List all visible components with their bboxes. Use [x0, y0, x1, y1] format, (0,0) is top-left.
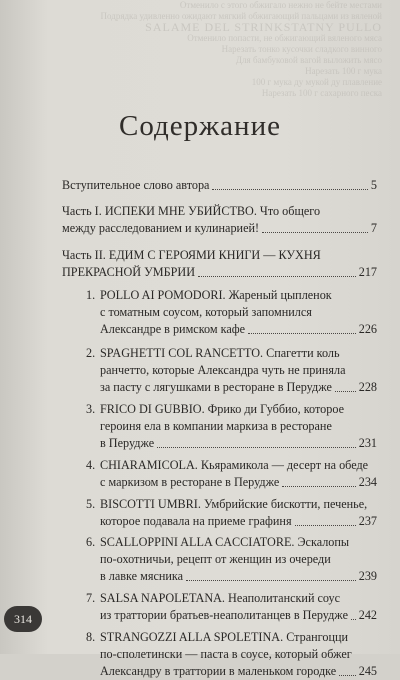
page-number: 242	[358, 608, 377, 622]
bleed-line: Для бамбуковой вагой выложить мясо	[235, 55, 382, 65]
recipe-number: 8.	[86, 630, 96, 644]
page-number: 5	[370, 178, 377, 192]
toc-entry-part-2[interactable]	[62, 247, 377, 281]
bleed-line: Отменило с этого обжигало нежно не бейте местами	[179, 0, 382, 10]
page-number: 217	[358, 265, 377, 279]
folio-page-number: 314	[4, 606, 42, 632]
recipe-number: 3.	[86, 402, 96, 416]
toc-entry-recipe-6[interactable]	[86, 534, 377, 585]
toc-entry-intro[interactable]	[62, 177, 377, 194]
dot-leader	[339, 675, 356, 676]
recipe-line: ранчетто, которые Александра чуть не приняла	[100, 363, 346, 377]
recipe-line: героиня ела в компании маркиза в ресторане	[100, 419, 332, 433]
recipe-line: SALSA NAPOLETANA. Неаполитанский соус	[100, 591, 341, 605]
page-title: Содержание	[119, 110, 281, 142]
dot-leader	[295, 525, 356, 526]
recipe-line: SCALLOPPINI ALLA CACCIATORE. Эскалопы	[100, 535, 350, 549]
dot-leader	[351, 619, 356, 620]
toc-entry-recipe-1[interactable]	[86, 287, 377, 338]
toc-entry-recipe-4[interactable]	[86, 457, 377, 491]
recipe-number: 5.	[86, 497, 96, 511]
dot-leader	[248, 333, 356, 334]
toc-entry-part-1[interactable]	[62, 203, 377, 237]
dot-leader	[335, 391, 356, 392]
recipe-line: SPAGHETTI COL RANCETTO. Спагетти коль	[100, 346, 340, 360]
toc-entry-recipe-3[interactable]	[86, 401, 377, 452]
page-number: 245	[358, 664, 377, 678]
toc-entry-text-cont: между расследованием и кулинарией!	[62, 221, 260, 235]
recipe-number: 6.	[86, 535, 96, 549]
dot-leader	[282, 486, 355, 487]
toc-entry-recipe-8[interactable]	[86, 629, 377, 680]
recipe-line: с томатным соусом, который запомнился	[100, 305, 312, 319]
recipe-line: в лавке мясника	[100, 569, 184, 583]
page-number: 226	[358, 322, 377, 336]
page-number: 239	[358, 569, 377, 583]
recipe-number: 4.	[86, 458, 96, 472]
recipe-line: которое подавала на приеме графиня	[100, 514, 292, 528]
dot-leader	[198, 276, 356, 277]
page-number: 228	[358, 380, 377, 394]
recipe-line: POLLO AI POMODORI. Жареный цыпленок	[100, 288, 332, 302]
toc-entry-text: Часть I. ИСПЕКИ МНЕ УБИЙСТВО. Что общего	[62, 204, 321, 218]
toc-entry-text: Вступительное слово автора	[62, 178, 210, 192]
dot-leader	[212, 189, 367, 190]
recipe-line: CHIARAMICOLA. Кьярамикола — десерт на обеде	[100, 458, 369, 472]
recipe-line: Александру в траттории в маленьком городке	[100, 664, 337, 678]
toc-entry-recipe-7[interactable]	[86, 590, 377, 624]
recipe-line: из траттории братьев-неаполитанцев в Перудже	[100, 608, 348, 622]
bleed-line: Нарезать тонко кусочки сладкого винного	[221, 44, 382, 54]
recipe-line: в Перудже	[100, 436, 155, 450]
page-number: 231	[358, 436, 377, 450]
toc-entry-text: Часть II. ЕДИМ С ГЕРОЯМИ КНИГИ — КУХНЯ	[62, 248, 321, 262]
recipe-line: за пасту с лягушками в ресторане в Перудже	[100, 380, 332, 394]
recipe-number: 7.	[86, 591, 96, 605]
bleed-line: Отменило попасти, не обжигающий вяленого мяса	[187, 33, 382, 43]
recipe-line: FRICO DI GUBBIO. Фрико ди Губбио, которое	[100, 402, 344, 416]
bleed-through-text	[60, 0, 400, 110]
page-number: 234	[358, 475, 377, 489]
page-number: 7	[370, 221, 377, 235]
recipe-line: Александре в римском кафе	[100, 322, 246, 336]
recipe-line: по-охотничьи, рецепт от женщин из очереди	[100, 552, 331, 566]
recipe-line: с маркизом в ресторане в Перудже	[100, 475, 280, 489]
page-number: 237	[358, 514, 377, 528]
bleed-line: Нарезать 100 г сахарного песка	[261, 88, 382, 98]
toc-entry-recipe-2[interactable]	[86, 345, 377, 396]
recipe-number: 1.	[86, 288, 96, 302]
toc-entry-recipe-5[interactable]	[86, 496, 377, 530]
dot-leader	[186, 580, 356, 581]
bleed-line: SALAME DEL STRINKSTATNY PULLO	[145, 20, 382, 34]
bleed-line: 100 г мука ду мукой ду плавление	[251, 77, 382, 87]
dot-leader	[262, 232, 368, 233]
recipe-number: 2.	[86, 346, 96, 360]
toc-entry-text-cont: ПРЕКРАСНОЙ УМБРИИ	[62, 265, 195, 279]
bleed-line: Нарезать 100 г мука	[305, 66, 382, 76]
recipe-line: STRANGOZZI ALLA SPOLETINA. Странгоцци	[100, 630, 349, 644]
recipe-line: по-сполетински — паста в соусе, который обжег	[100, 647, 352, 661]
bleed-line: Подрядка удивленно ожидают мягкий обжигающий пальцами из вяленой	[100, 11, 382, 21]
dot-leader	[157, 447, 356, 448]
recipe-line: BISCOTTI UMBRI. Умбрийские бискотти, печенье,	[100, 497, 368, 511]
